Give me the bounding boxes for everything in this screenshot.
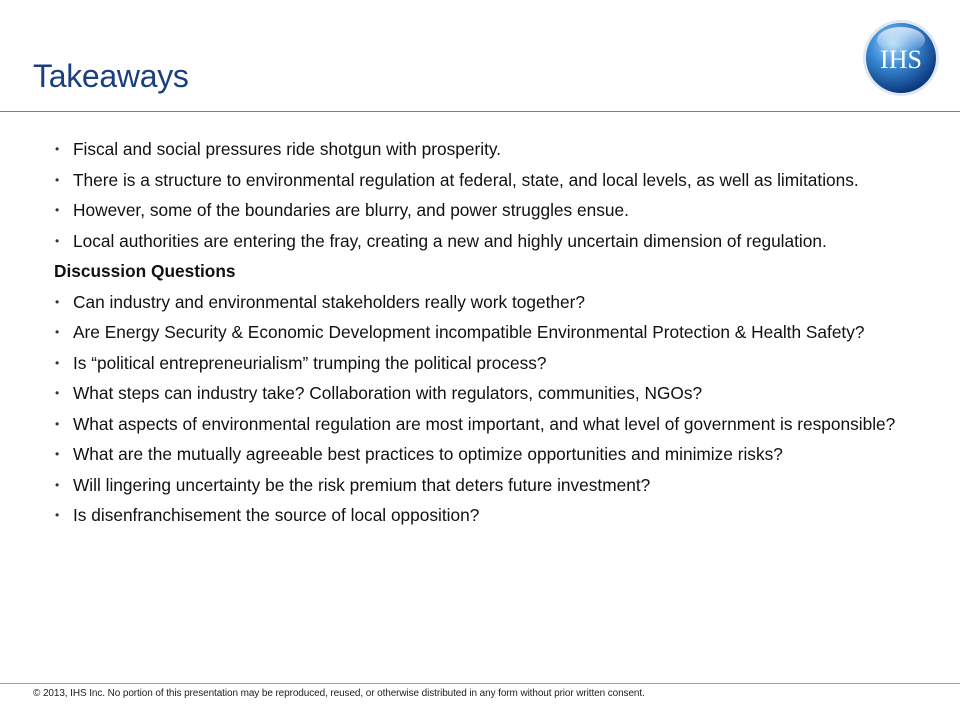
discussion-heading: Discussion Questions (54, 261, 236, 281)
question-item: • What are the mutually agreeable best practices to optimize opportunities and minimize risks? (54, 443, 914, 467)
slide-title: Takeaways (33, 58, 189, 94)
takeaway-item: • There is a structure to environmental regulation at federal, state, and local levels, as well as limitations. (54, 169, 914, 193)
ihs-logo (861, 18, 941, 98)
copyright-footer: © 2013, IHS Inc. No portion of this presentation may be reproduced, reused, or otherwise distributed in any form without prior written consent. (33, 688, 645, 699)
question-item: • What steps can industry take? Collaboration with regulators, communities, NGOs? (54, 382, 914, 406)
takeaway-item: • However, some of the boundaries are blurry, and power struggles ensue. (54, 199, 914, 223)
takeaway-item: • Fiscal and social pressures ride shotgun with prosperity. (54, 138, 914, 162)
slide-body (54, 138, 914, 535)
question-item: • What aspects of environmental regulation are most important, and what level of government is responsible? (54, 413, 914, 437)
title-divider (0, 111, 960, 112)
questions-list (54, 291, 914, 528)
question-item: • Can industry and environmental stakeholders really work together? (54, 291, 914, 315)
footer-divider (0, 683, 960, 684)
question-item: • Are Energy Security & Economic Development incompatible Environmental Protection & Health Safety? (54, 321, 914, 345)
question-item: • Is disenfranchisement the source of local opposition? (54, 504, 914, 528)
takeaways-list (54, 138, 914, 253)
logo-text: IHS (880, 45, 922, 74)
takeaway-item: • Local authorities are entering the fray, creating a new and highly uncertain dimension of regulation. (54, 230, 914, 254)
question-item: • Will lingering uncertainty be the risk premium that deters future investment? (54, 474, 914, 498)
question-item: • Is “political entrepreneurialism” trumping the political process? (54, 352, 914, 376)
